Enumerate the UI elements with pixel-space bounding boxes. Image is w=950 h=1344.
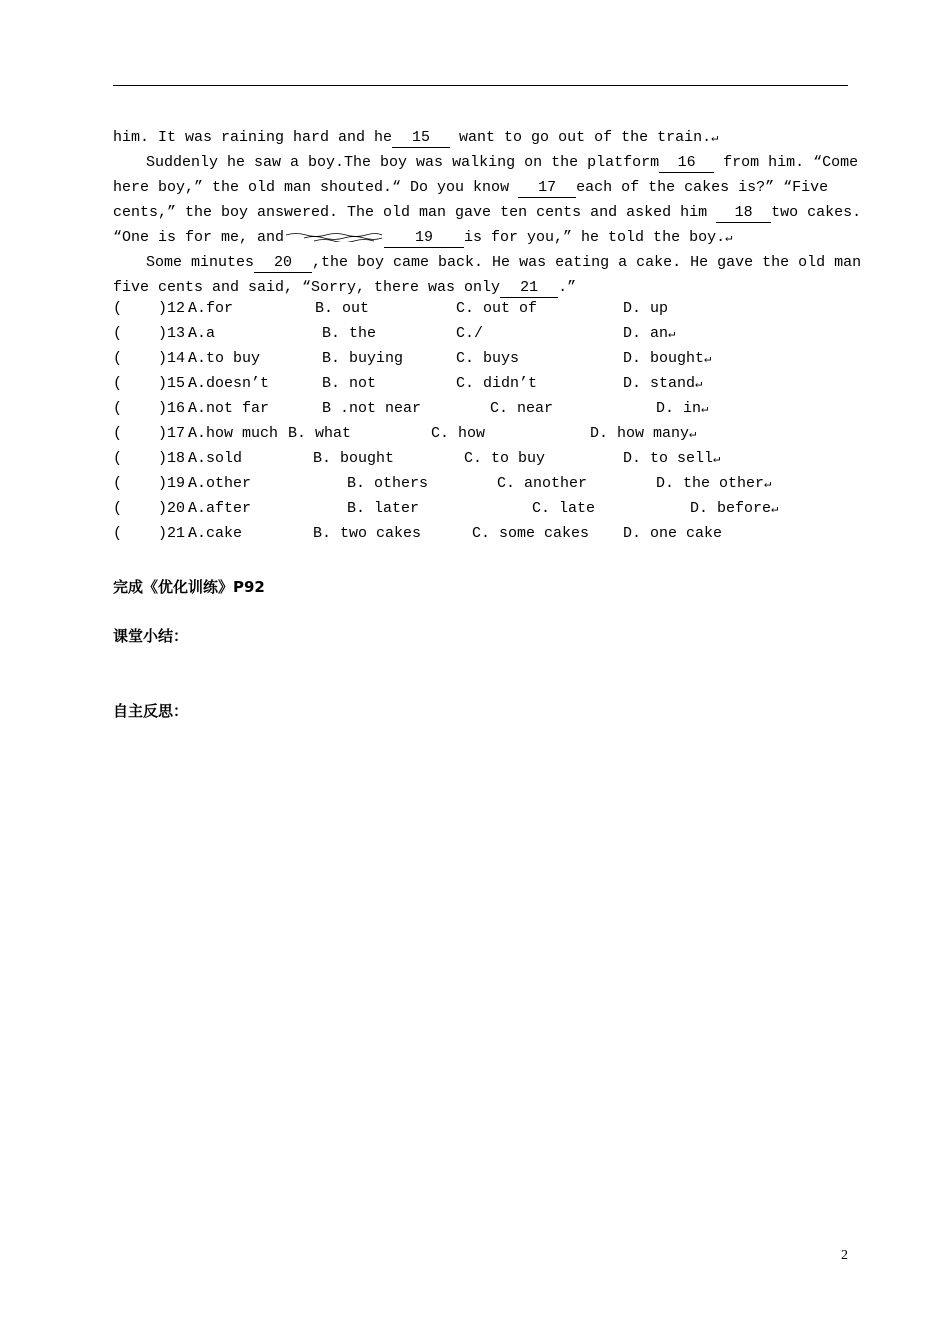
option-b[interactable]: B. later: [347, 500, 420, 517]
return-mark-icon: ↵: [771, 502, 779, 516]
option-d[interactable]: D. up: [623, 300, 669, 317]
option-c[interactable]: C. late: [532, 500, 596, 517]
option-d[interactable]: D. how many↵: [590, 425, 697, 442]
option-c[interactable]: C. to buy: [464, 450, 546, 467]
passage-line-7: five cents and said, “Sorry, there was only 21 .”: [113, 279, 577, 296]
passage-line-2: Suddenly he saw a boy.The boy was walking on the platform 16 from him. “Come: [146, 154, 859, 171]
option-a[interactable]: A.sold: [188, 450, 243, 467]
return-mark-icon: ↵: [695, 377, 703, 391]
reflection-heading: 自主反思：: [113, 702, 189, 720]
option-b[interactable]: B. out: [315, 300, 370, 317]
option-b[interactable]: B. two cakes: [313, 525, 422, 542]
option-c[interactable]: C. near: [490, 400, 554, 417]
question-number: ( )14.: [113, 350, 195, 367]
question-number: ( )17.: [113, 425, 195, 442]
option-c[interactable]: C. didn’t: [456, 375, 538, 392]
option-a[interactable]: A.other: [188, 475, 252, 492]
blank-19[interactable]: 19: [384, 229, 464, 248]
question-number: ( )15.: [113, 375, 195, 392]
wavy-underline-icon: [284, 232, 384, 242]
option-d[interactable]: D. the other↵: [656, 475, 772, 492]
option-c[interactable]: C. another: [497, 475, 588, 492]
option-a[interactable]: A.to buy: [188, 350, 261, 367]
option-d[interactable]: D. before↵: [690, 500, 779, 517]
passage-line-5: “One is for me, and 19 is for you,” he told the boy.↵: [113, 229, 733, 246]
option-d[interactable]: D. bought↵: [623, 350, 712, 367]
header-rule: [113, 85, 848, 86]
return-mark-icon: ↵: [689, 427, 697, 441]
option-b[interactable]: B. buying: [322, 350, 404, 367]
option-a[interactable]: A.cake: [188, 525, 243, 542]
option-d[interactable]: D. one cake: [623, 525, 723, 542]
option-a[interactable]: A.doesn’t: [188, 375, 270, 392]
question-number: ( )13.: [113, 325, 195, 342]
option-d[interactable]: D. stand↵: [623, 375, 703, 392]
passage-line-4: cents,” the boy answered. The old man gave ten cents and asked him 18 two cakes.: [113, 204, 862, 221]
option-c[interactable]: C. buys: [456, 350, 520, 367]
option-b[interactable]: B. others: [347, 475, 429, 492]
question-number: ( )12.: [113, 300, 195, 317]
question-number: ( )18.: [113, 450, 195, 467]
option-b[interactable]: B. what: [288, 425, 352, 442]
option-d[interactable]: D. in↵: [656, 400, 709, 417]
return-mark-icon: ↵: [713, 452, 721, 466]
blank-17[interactable]: 17: [518, 179, 576, 198]
option-a[interactable]: A.for: [188, 300, 234, 317]
question-number: ( )16.: [113, 400, 195, 417]
return-mark-icon: ↵: [764, 477, 772, 491]
passage-line-6: Some minutes 20 ,the boy came back. He was eating a cake. He gave the old man: [146, 254, 862, 271]
option-b[interactable]: B. the: [322, 325, 377, 342]
option-b[interactable]: B .not near: [322, 400, 422, 417]
option-d[interactable]: D. an↵: [623, 325, 676, 342]
blank-20[interactable]: 20: [254, 254, 312, 273]
task-heading: 完成《优化训练》P92: [113, 578, 265, 596]
passage-line-3: here boy,” the old man shouted.“ Do you know 17 each of the cakes is?” “Five: [113, 179, 829, 196]
option-d[interactable]: D. to sell↵: [623, 450, 721, 467]
blank-15[interactable]: 15: [392, 129, 450, 148]
option-c[interactable]: C. some cakes: [472, 525, 590, 542]
option-b[interactable]: B. not: [322, 375, 377, 392]
option-a[interactable]: A.a: [188, 325, 216, 342]
question-number: ( )21.: [113, 525, 195, 542]
question-number: ( )20.: [113, 500, 195, 517]
return-mark-icon: ↵: [668, 327, 676, 341]
blank-16[interactable]: 16: [659, 154, 714, 173]
option-b[interactable]: B. bought: [313, 450, 395, 467]
passage-line-1: him. It was raining hard and he 15 want to go out of the train.↵: [113, 129, 719, 146]
option-a[interactable]: A.not far: [188, 400, 270, 417]
blank-21[interactable]: 21: [500, 279, 558, 298]
option-c[interactable]: C. out of: [456, 300, 538, 317]
question-number: ( )19.: [113, 475, 195, 492]
blank-18[interactable]: 18: [716, 204, 771, 223]
option-c[interactable]: C. how: [431, 425, 486, 442]
return-mark-icon: ↵: [704, 352, 712, 366]
option-a[interactable]: A.how much: [188, 425, 279, 442]
page-number: 2: [841, 1248, 848, 1263]
summary-heading: 课堂小结：: [113, 627, 189, 645]
option-a[interactable]: A.after: [188, 500, 252, 517]
option-c[interactable]: C./: [456, 325, 484, 342]
return-mark-icon: ↵: [701, 402, 709, 416]
